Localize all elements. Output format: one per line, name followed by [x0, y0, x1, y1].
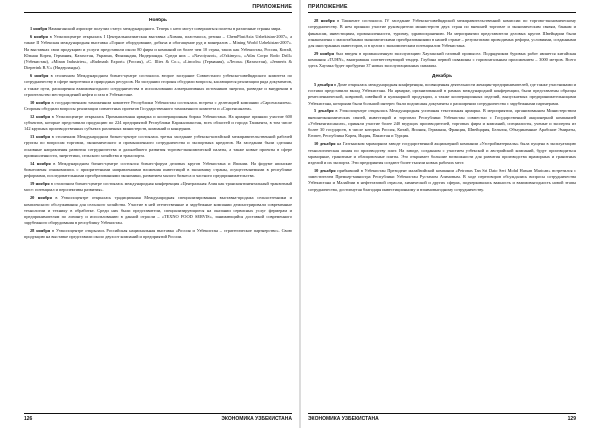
paragraph [308, 82, 576, 107]
paragraph-date: 5 декабря [314, 81, 333, 87]
month-heading: Декабрь [431, 73, 453, 79]
paragraph-list [24, 26, 292, 240]
paragraph-date: 12 ноября [30, 113, 51, 119]
paragraph-text: Наманганский аэропорт получил статус международного. Теперь с него могут совершаться полеты в различные страны мира. [47, 26, 282, 32]
paragraph [308, 108, 576, 139]
paragraph-date: 14 ноября [30, 160, 51, 166]
paragraph-list [308, 82, 576, 193]
paragraph [24, 228, 292, 241]
paragraph [308, 141, 576, 166]
footer-rule [308, 413, 576, 414]
paragraph-text: в Доме открылась международная конференция, посвященная деятельности женщин-предпринимателей, где также участниками и гостями представили вклад Узбекистана. На ярмарке, организованной в рамках международной конференции, были представлены образцы ремесленнической, ковровой, швейной и кулинарной продукции, а также кооперационных изделий, выпускаемых предпринимательницами Узбекистана, которыми были большой интерес были подписаны документы о расширении сотрудничества с зарубежными партнерами. [308, 81, 576, 106]
paragraph-date: 10 декабря [314, 141, 336, 147]
header-rule [308, 12, 576, 13]
paragraph [308, 18, 576, 49]
paragraph-date: 1 ноября [30, 26, 48, 32]
paragraph-date: 6 ноября [30, 73, 49, 79]
month-heading: Ноябрь [149, 18, 167, 23]
paragraph [24, 73, 292, 98]
footer-title: ЭКОНОМИКА УЗБЕКИСТАНА [221, 416, 292, 422]
paragraph-date: 29 ноября [314, 50, 335, 56]
paragraph [24, 195, 292, 226]
page-content [308, 18, 576, 406]
paragraph-date: 28 ноября [30, 228, 51, 234]
paragraph-text: в Узэкспоцентре открылась Промышленная ярмарка и кооперационная биржа Узбекистана. На ярмарке приняли участие 600 субъектов, которые представили продукцию по 224 предприятий Республики Каракалпакстан, всех областей и города Ташкента, в том числе 142 крупных производственных субъекта различных министерств, компаний и концернов. [24, 113, 292, 132]
paragraph-text: прибывший в Узбекистан Президент малайзийской компании «Petronas Tan Sri Dato Seri Mohd Hassan Marican» встретился с заместителем Премьер-министра Республики Узбекистан Рустамом Азимовым. В ходе переговоров обсуждались вопросы сотрудничества Узбекистана и Малайзии в нефтегазовой отрасли, химической и других сферах, подчеркивалась важность и взаимовыгодность новой этапы сотрудничества, достигнутая благодаря инвестиционному и взаимовыгодному сотрудничеству. [308, 167, 576, 192]
paragraph-date: 10 ноября [30, 99, 50, 105]
paragraph [24, 34, 292, 72]
paragraph [24, 100, 292, 113]
paragraph-list [308, 18, 576, 70]
footer-rule [24, 413, 292, 414]
paragraph-text: в Международном бизнес-центре состоялся бизнес-форум деловых кругов Узбекистана и Японии. На форуме японские бизнесмены ознакомились с приоритетными направлениями вложения инвестиций в экономику страны, осуществляемыми в республике реформами, последовательными преобразованиями экономики, развитием малого бизнеса и частного предпринимательства. [24, 160, 292, 179]
paragraph-text: в столичном бизнес-центре состоялась международная конференция «Центральная Азия как трансконтинентальный транзитный мост: потенциал и перспективы развития». [24, 181, 292, 193]
paragraph [24, 181, 292, 194]
paragraph [24, 26, 292, 32]
footer-title: ЭКОНОМИКА УЗБЕКИСТАНА [308, 416, 379, 422]
paragraph-date: 20 ноября [30, 195, 52, 201]
right-page [300, 0, 600, 428]
paragraph-date: 10 декабря [314, 167, 336, 173]
paragraph-text: в столичном Международном бизнес-центре состоялась третья заседание узбекско-китайской межправительственной рабочей группы по вопросам торговли, экономического и промышленного сотрудничества и экспортных кредитов. На заседании были сделаны основные направления развития сотрудничества и дальнейшего развития торгово-экономической палаты, а также новые проекты в сфере промышленности, энергетики, сельского хозяйства и транспорта. [24, 134, 292, 158]
running-head: ПРИЛОЖЕНИЕ [252, 4, 292, 10]
paragraph [308, 51, 576, 70]
paragraph [24, 114, 292, 133]
paragraph [24, 161, 292, 180]
paragraph-text: в Ташкенте состоялось IV заседание Узбекско-швейцарской межправительственной комиссии по торгово-экономическому сотрудничеству. В нем приняли участие руководители министерств двух стран по внешней торговле и экономическим связям, банкам и финансам, инвестициям, промышленности, туризму, здравоохранению. На мероприятии представители деловых кругов Швейцарии были ознакомлены с масштабными экономическими преобразованиями в нашей стране – результатами проводимых реформ, условиями, созданными для иностранных инвесторов, и в целом с экономическим потенциалом Узбекистана. [308, 18, 576, 48]
paragraph-text: был введен в промышленную эксплуатацию Хаузакский газовый промысел. Подрядчиком буровых работ является китайская компания «TUHN», выигравшая соответствующий тендер. Глубина первой скважины с горизонтальным проложением – 3000 метров. Всего здесь Хаузака будет пробурено 37 новых эксплуатационных скважин. [308, 50, 576, 69]
paragraph-date: 19 ноября [30, 181, 50, 187]
paragraph-date: 5 декабря [314, 108, 334, 114]
paragraph-text: в Узэкспоцентре открылась Международная успешная текстильная ярмарка. В мероприятии, организованном Министерством внешнеэкономических связей, инвестиций и торговли Республики Узбекистан совместно с Государственной акционерной компанией «Узбекенгилсаноат», приняли участие более 240 ведущих производителей, торговых фирм и компаний, специалисты, ученые и эксперты из более 30 государств, в числе которых Россия, Китай, Япония, Германия, Франция, Швейцария, Бельгия, Объединенные Арабские Эмираты, Египет, Республика Корея, Индия, Пакистан и Турция. [308, 108, 576, 139]
paragraph-text: в столичном Международном бизнес-центре состоялось второе заседание Совместного узбекско-швейцарского комитета по сотрудничеству в сфере энергетики и природных ресурсов. На заседании стороны обсудили вопросы, касающиеся реализации ряда документов, а также пути, расширения взаимовыгодного сотрудничества в использовании альтернативных источников энергии, разведке и внедрении в строительство месторождений нефти и газа в Узбекистане. [24, 73, 292, 97]
paragraph-text: в Узэкспоцентре открылась I Центральноазиатская выставка «Химия, пластмасса, резина – ChemPlastAsia Uzbekistan-2007», а также II Узбекская международная выставка «Горное оборудование, добыча и обогащение руд и минералов – Mining World Uzbekistan-2007». На выставках свои продукцию и услуги представили около 80 фирм и компаний из более чем 10 стран, таких как Узбекистан, Россия, Китай, Южная Корея, Германия, Казахстан, Украина, Финляндия, Нидерланды. Среди них – «Navoiyazot», «O'zkimyo», «Atlas Corpo Rodo Drill» (Узбекистан), «Minan Industries», «Rudmash Export» (Россия), «C. Illies & Co.», «Lincoln» (Германия), «Лесон» (Казахстан), «Jenneris & Dieperink B.V.» (Нидерланды). [24, 34, 292, 71]
header-rule [24, 12, 292, 13]
paragraph-text: в государственном таможенном комитете Республики Узбекистан состоялась встреча с делегацией компании «Сарсенсанлем». Стороны обсудили вопросы реализации совместных проектов Государственного таможенного комитета и «Сарсенсанлем». [24, 99, 292, 112]
paragraph-date: 28 ноября [314, 18, 335, 23]
paragraph-text: в Узэкспоцентре открылась традиционная Международная специализированная выставка-продажа сельхозтехники и комплексного обслуживания для сельского хозяйства. Участие в ней отечественные и зарубежные компании демонстрировали современные технологии и технику в обработке. Среди них были представители, специализирующиеся на оказании сервисных услуг фермерам и предпринимателям по лизингу и использованию в данной отрасли – «TEXNO FOOD SERVIS», занимающийся доставкой современного зарубежного оборудования в республику Узбекистан. [24, 195, 292, 226]
running-head: ПРИЛОЖЕНИЕ [308, 4, 348, 10]
paragraph-text: в Узэкспоцентре открылась Российская национальная выставка «Россия и Узбекистан – стратегическое партнерство». Свою продукцию на выставке представили около двухсот компаний и предприятий России. [24, 228, 292, 240]
paragraph-text: на Газгынском мраморном заводе государственной акционерной компании «Узстройматериалы» была пущена в эксплуатацию технологическая линия по производству плит. На заводе, созданном с участием узбекской и австрийской компаний, будут производиться мраморные, гранитные и облицовочные плиты. Это открывает большие возможности для развития производства мраморных и гранитных изделий и их экспорта. Эти предприятия создают более тысячи новых рабочих мест. [308, 141, 576, 166]
paragraph [24, 134, 292, 159]
page-number: 126 [24, 416, 33, 422]
paragraph-date: 13 ноября [30, 134, 51, 140]
paragraph [308, 168, 576, 193]
page-content [24, 18, 292, 406]
paragraph-date: 6 ноября [30, 34, 48, 40]
page-number: 129 [567, 416, 576, 422]
